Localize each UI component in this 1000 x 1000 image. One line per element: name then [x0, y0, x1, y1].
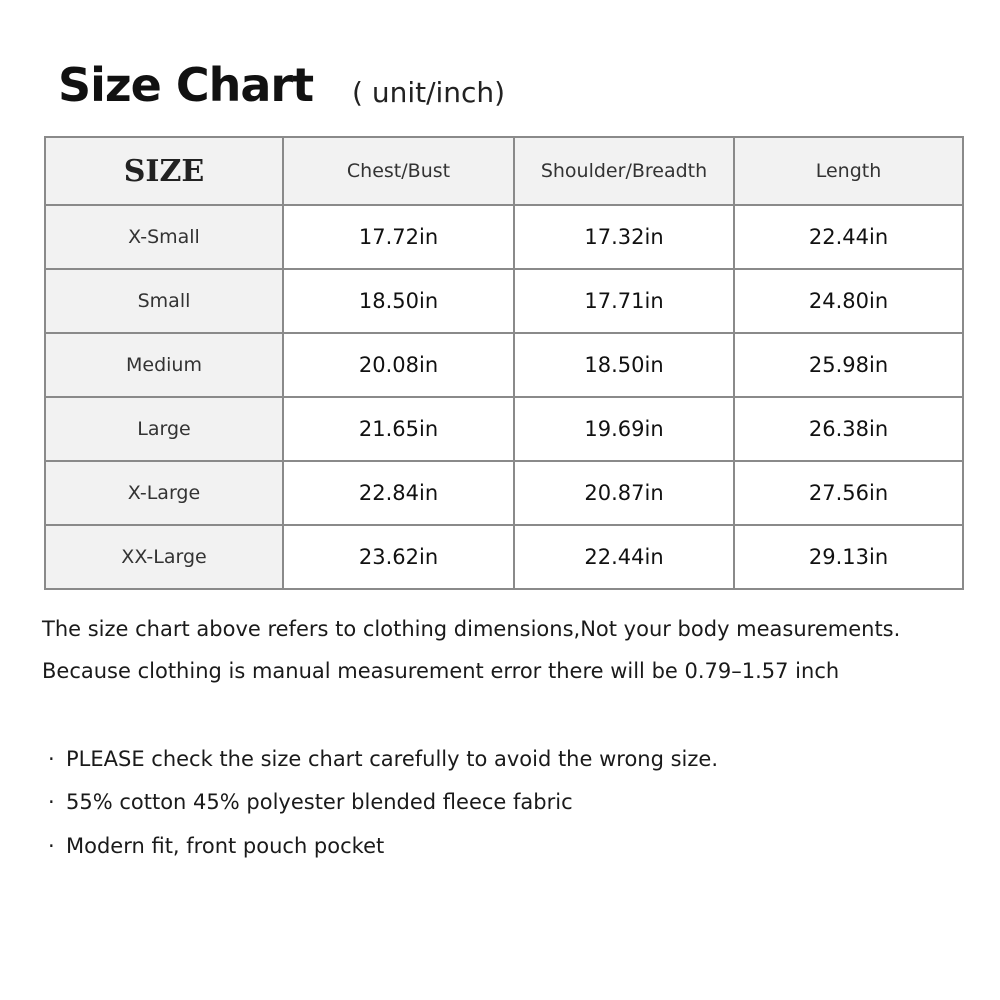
bullet-text: 55% cotton 45% polyester blended fleece fabric: [66, 790, 573, 814]
note-clothing-dimensions: The size chart above refers to clothing dimensions,Not your body measurements.: [42, 617, 901, 641]
table-row: [45, 525, 963, 589]
chest-value: 18.50in: [283, 269, 514, 333]
column-header-chest: Chest/Bust: [283, 137, 514, 205]
chest-value: 22.84in: [283, 461, 514, 525]
column-header-shoulder: Shoulder/Breadth: [514, 137, 734, 205]
size-label: Large: [45, 397, 283, 461]
unit-note: ( unit/inch): [352, 76, 506, 109]
bullet-item: [48, 790, 573, 814]
table-row: [45, 205, 963, 269]
shoulder-value: 20.87in: [514, 461, 734, 525]
bullet-item: [48, 834, 384, 858]
length-value: 26.38in: [734, 397, 963, 461]
table-row: [45, 397, 963, 461]
note-measurement-error: Because clothing is manual measurement error there will be 0.79–1.57 inch: [42, 659, 840, 683]
bullet-text: Modern fit, front pouch pocket: [66, 834, 385, 858]
size-label: X-Large: [45, 461, 283, 525]
chest-value: 20.08in: [283, 333, 514, 397]
page-title: Size Chart: [58, 58, 314, 112]
length-value: 24.80in: [734, 269, 963, 333]
size-label: Small: [45, 269, 283, 333]
length-value: 29.13in: [734, 525, 963, 589]
bullet-item: [48, 747, 718, 771]
bullet-text: PLEASE check the size chart carefully to avoid the wrong size.: [66, 747, 718, 771]
size-chart-table: [44, 136, 964, 590]
shoulder-value: 18.50in: [514, 333, 734, 397]
bullet-dot-icon: ·: [48, 834, 55, 858]
table-header-row: [45, 137, 963, 205]
bullet-dot-icon: ·: [48, 790, 55, 814]
shoulder-value: 22.44in: [514, 525, 734, 589]
shoulder-value: 17.71in: [514, 269, 734, 333]
shoulder-value: 17.32in: [514, 205, 734, 269]
table-row: [45, 269, 963, 333]
column-header-size: SIZE: [45, 137, 283, 205]
chest-value: 21.65in: [283, 397, 514, 461]
length-value: 27.56in: [734, 461, 963, 525]
size-label: XX-Large: [45, 525, 283, 589]
column-header-length: Length: [734, 137, 963, 205]
bullet-dot-icon: ·: [48, 747, 55, 771]
chest-value: 17.72in: [283, 205, 514, 269]
size-label: Medium: [45, 333, 283, 397]
size-label: X-Small: [45, 205, 283, 269]
table-row: [45, 461, 963, 525]
table-row: [45, 333, 963, 397]
chest-value: 23.62in: [283, 525, 514, 589]
shoulder-value: 19.69in: [514, 397, 734, 461]
length-value: 22.44in: [734, 205, 963, 269]
length-value: 25.98in: [734, 333, 963, 397]
